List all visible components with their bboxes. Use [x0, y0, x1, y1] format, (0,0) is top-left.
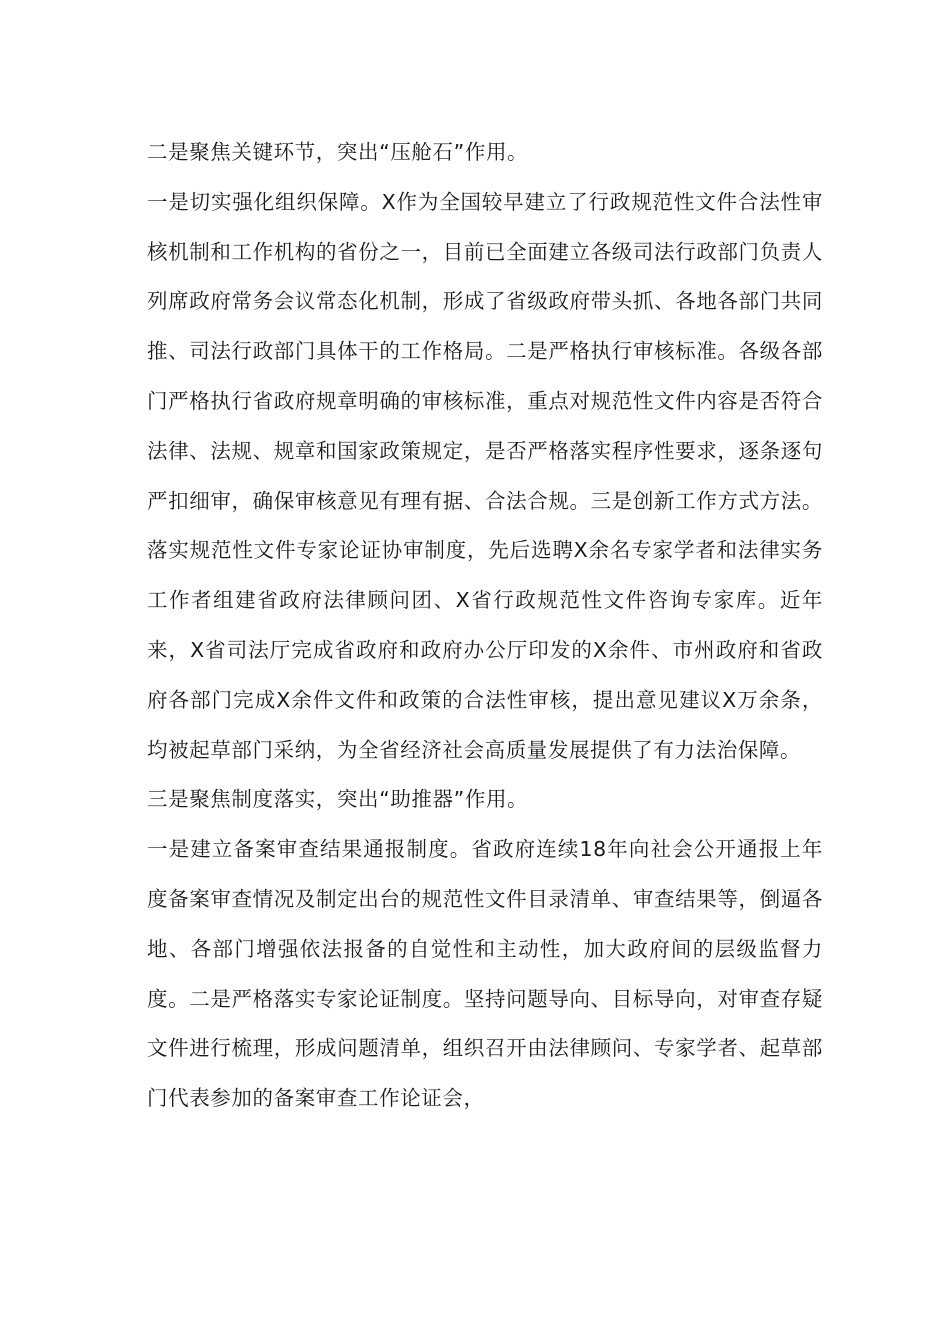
body-paragraph: 一是建立备案审查结果通报制度。省政府连续18年向社会公开通报上年度备案审查情况及制定出台的规范性文件目录清单、审查结果等，倒逼各地、各部门增强依法报备的自觉性和主动性，加大政府间的层级监督力度。二是严格落实专家论证制度。坚持问题导向、目标导向，对审查存疑文件进行梳理，形成问题清单，组织召开由法律顾问、专家学者、起草部门代表参加的备案审查工作论证会， [147, 837, 823, 1111]
body-paragraph: 一是切实强化组织保障。X作为全国较早建立了行政规范性文件合法性审核机制和工作机构的省份之一，目前已全面建立各级司法行政部门负责人列席政府常务会议常态化机制，形成了省级政府带头抓、各地各部门共同推、司法行政部门具体干的工作格局。二是严格执行审核标准。各级各部门严格执行省政府规章明确的审核标准，重点对规范性文件内容是否符合法律、法规、规章和国家政策规定，是否严格落实程序性要求，逐条逐句严扣细审，确保审核意见有理有据、合法合规。三是创新工作方式方法。落实规范性文件专家论证协审制度，先后选聘X余名专家学者和法律实务工作者组建省政府法律顾问团、X省行政规范性文件咨询专家库。近年来，X省司法厅完成省政府和政府办公厅印发的X余件、市州政府和省政府各部门完成X余件文件和政策的合法性审核，提出意见建议X万余条，均被起草部门采纳，为全省经济社会高质量发展提供了有力法治保障。 [147, 189, 823, 762]
document-body [147, 128, 823, 1124]
section-heading-two: 二是聚焦关键环节，突出“压舱石”作用。 [147, 140, 529, 164]
section-heading-three: 三是聚焦制度落实，突出“助推器”作用。 [147, 787, 529, 812]
